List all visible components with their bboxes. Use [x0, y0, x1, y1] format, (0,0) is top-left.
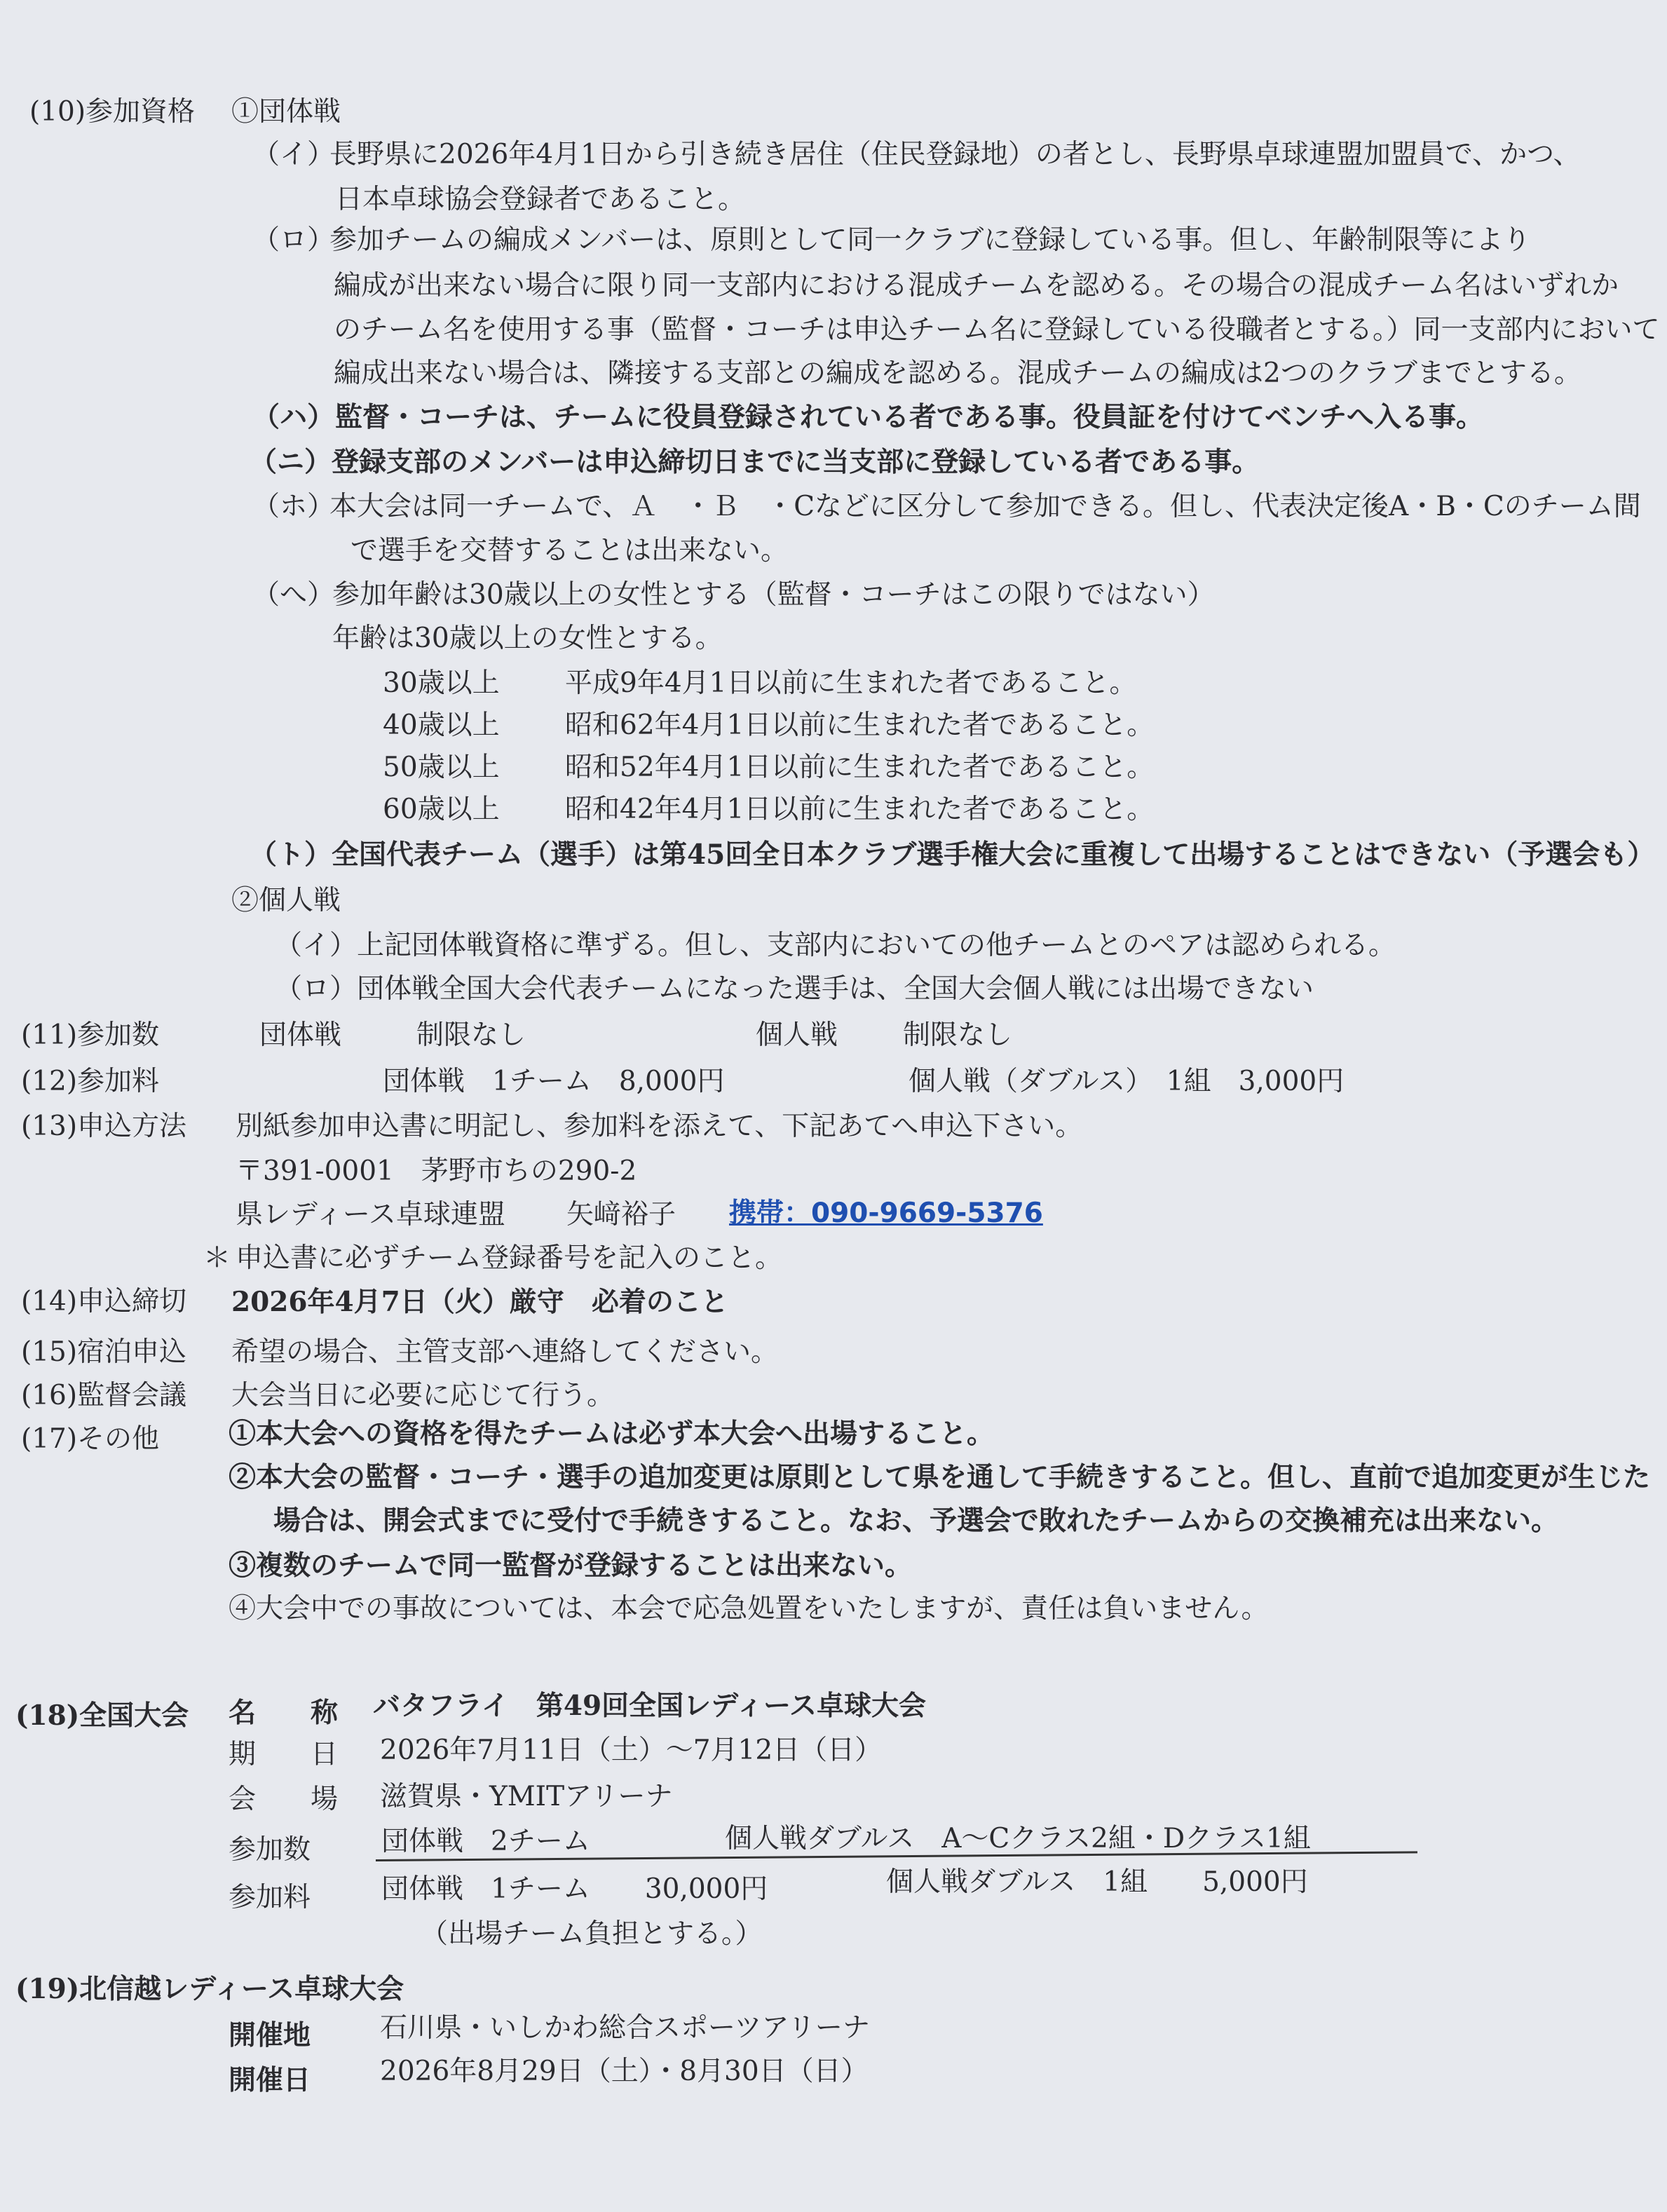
section-15-number: (15)宿泊申込: [21, 1336, 187, 1368]
section-16-number: (16)監督会議: [21, 1380, 187, 1411]
item-ro-line3: のチーム名を使用する事（監督・コーチは申込チーム名に登録している役職者とする。）同一支部内において: [334, 314, 1660, 346]
item-ro-line1: 参加チームの編成メンバーは、原則として同一クラブに登録している事。但し、年齢制限等により: [329, 224, 1531, 256]
note-text: 申込書に必ずチーム登録番号を記入のこと。: [236, 1242, 783, 1274]
age-row-desc: 昭和52年4月1日以前に生まれた者であること。: [565, 752, 1155, 783]
note-asterisk: ＊: [203, 1242, 231, 1274]
item-ho-line1: 本大会は同一チームで、Ａ ・Ｂ ・Cなどに区分して参加できる。但し、代表決定後A・B・Cのチーム間: [329, 491, 1641, 522]
other-item-2-line2: 場合は、開会式までに受付で手続きすること。なお、予選会で敗れたチームからの交換補充は出来ない。: [273, 1505, 1559, 1537]
participants-team-value: 制限なし: [416, 1019, 526, 1051]
item-he-line2: 年齢は30歳以上の女性とする。: [332, 623, 723, 654]
item-ro-mark: （ロ）: [252, 224, 335, 256]
lodging-text: 希望の場合、主管支部へ連絡してください。: [231, 1336, 779, 1368]
hokushinetsu-date: 2026年8月29日（土）・8月30日（日）: [380, 2056, 869, 2087]
national-venue-label: 会 場: [229, 1784, 339, 1815]
item-ro-line2: 編成が出来ない場合に限り同一支部内における混成チームを認める。その場合の混成チーム名はいずれか: [334, 270, 1619, 301]
item-i-mark: （イ）: [252, 139, 335, 170]
item-to-line1: （ト）全国代表チーム（選手）は第45回全日本クラブ選手権大会に重複して出場することはできない（予選会も）: [250, 839, 1655, 871]
hokushinetsu-venue: 石川県・いしかわ総合スポーツアリーナ: [380, 2012, 870, 2044]
age-row-label: 40歳以上: [383, 710, 500, 741]
participants-individual-label: 個人戦: [756, 1019, 838, 1051]
section-12-number: (12)参加料: [21, 1066, 160, 1097]
section-13-number: (13)申込方法: [21, 1111, 187, 1142]
national-date: 2026年7月11日（土）～7月12日（日）: [380, 1735, 883, 1766]
age-row-desc: 昭和42年4月1日以前に生まれた者であること。: [565, 794, 1155, 825]
item-i-line2: 日本卓球協会登録者であること。: [335, 184, 746, 215]
section-17-number: (17)その他: [21, 1423, 160, 1455]
participants-team-label: 団体戦: [259, 1019, 342, 1051]
item-ha-mark: （ハ）: [252, 401, 335, 433]
section-11-number: (11)参加数: [21, 1019, 160, 1051]
participants-individual-value: 制限なし: [903, 1019, 1013, 1051]
age-row-label: 30歳以上: [383, 667, 500, 699]
team-qualification-header: ①団体戦: [231, 96, 341, 128]
section-18-number: (18)全国大会: [15, 1699, 189, 1732]
national-count-team: 団体戦 2チーム: [381, 1826, 590, 1857]
deadline-text: 2026年4月7日（火）厳守 必着のこと: [231, 1286, 728, 1318]
section-19-heading: (19)北信越レディース卓球大会: [15, 1973, 404, 2005]
other-item-4: ④大会中での事故については、本会で応急処置をいたしますが、責任は負いません。: [229, 1593, 1269, 1624]
other-item-2-line1: ②本大会の監督・コーチ・選手の追加変更は原則として県を通して手続きすること。但し、直前で追加変更が生じた: [229, 1461, 1651, 1493]
national-count-label: 参加数: [229, 1834, 311, 1866]
item-i-line1: 長野県に2026年4月1日から引き続き居住（住民登録地）の者とし、長野県卓球連盟加盟員で、かつ、: [329, 139, 1581, 170]
item-ro-line4: 編成出来ない場合は、隣接する支部との編成を認める。混成チームの編成は2つのクラブまでとする。: [334, 358, 1581, 389]
fee-team: 団体戦 1チーム 8,000円: [383, 1066, 725, 1097]
hokushinetsu-date-label: 開催日: [229, 2064, 311, 2096]
individual-qualification-header: ②個人戦: [231, 885, 341, 916]
hokushinetsu-venue-label: 開催地: [229, 2019, 311, 2051]
item-ha-line1: 監督・コーチは、チームに役員登録されている者である事。役員証を付けてベンチへ入る事。: [335, 401, 1484, 433]
fee-individual: 個人戦（ダブルス） 1組 3,000円: [909, 1066, 1345, 1097]
item-ni-line1: （ニ）登録支部のメンバーは申込締切日までに当支部に登録している者である事。: [250, 446, 1260, 478]
national-name-label: 名 称: [229, 1697, 339, 1729]
other-item-1: ①本大会への資格を得たチームは必ず本大会へ出場すること。: [229, 1418, 995, 1450]
age-row-label: 50歳以上: [383, 752, 500, 783]
age-row-label: 60歳以上: [383, 794, 500, 825]
contact-person: 矢﨑裕子: [566, 1199, 676, 1230]
item-ho-mark: （ホ）: [252, 491, 335, 522]
national-name: バタフライ 第49回全国レディース卓球大会: [373, 1690, 927, 1722]
section-14-number: (14)申込締切: [21, 1286, 187, 1317]
national-fee-note: （出場チーム負担とする。）: [421, 1918, 763, 1950]
individual-item-ro: （ロ）団体戦全国大会代表チームになった選手は、全国大会個人戦には出場できない: [275, 973, 1314, 1005]
postal-address: 〒391-0001 茅野市ちの290-2: [236, 1155, 637, 1187]
manager-meeting-text: 大会当日に必要に応じて行う。: [231, 1380, 615, 1411]
phone-link[interactable]: 携帯：090-9669-5376: [729, 1197, 1043, 1229]
national-venue: 滋賀県・YMITアリーナ: [380, 1781, 673, 1812]
section-10-number: (10)参加資格: [29, 96, 196, 128]
item-ho-line2: で選手を交替することは出来ない。: [351, 535, 789, 566]
national-date-label: 期 日: [229, 1739, 339, 1770]
item-he-line1: 参加年齢は30歳以上の女性とする（監督・コーチはこの限りではない）: [332, 579, 1215, 611]
national-fee-team: 団体戦 1チーム 30,000円: [381, 1873, 768, 1905]
other-item-3: ③複数のチームで同一監督が登録することは出来ない。: [229, 1549, 913, 1582]
individual-item-i: （イ）上記団体戦資格に準ずる。但し、支部内においての他チームとのペアは認められる。: [275, 930, 1396, 961]
organization-name: 県レディース卓球連盟: [236, 1199, 505, 1230]
age-row-desc: 平成9年4月1日以前に生まれた者であること。: [565, 667, 1137, 699]
national-count-individual: 個人戦ダブルス A～Cクラス2組・Dクラス1組: [725, 1823, 1311, 1854]
item-he-mark: （へ）: [252, 579, 335, 611]
national-fee-label: 参加料: [229, 1882, 311, 1913]
application-method-text: 別紙参加申込書に明記し、参加料を添えて、下記あてへ申込下さい。: [236, 1111, 1083, 1142]
age-row-desc: 昭和62年4月1日以前に生まれた者であること。: [565, 710, 1155, 741]
national-fee-individual: 個人戦ダブルス 1組 5,000円: [886, 1866, 1308, 1898]
